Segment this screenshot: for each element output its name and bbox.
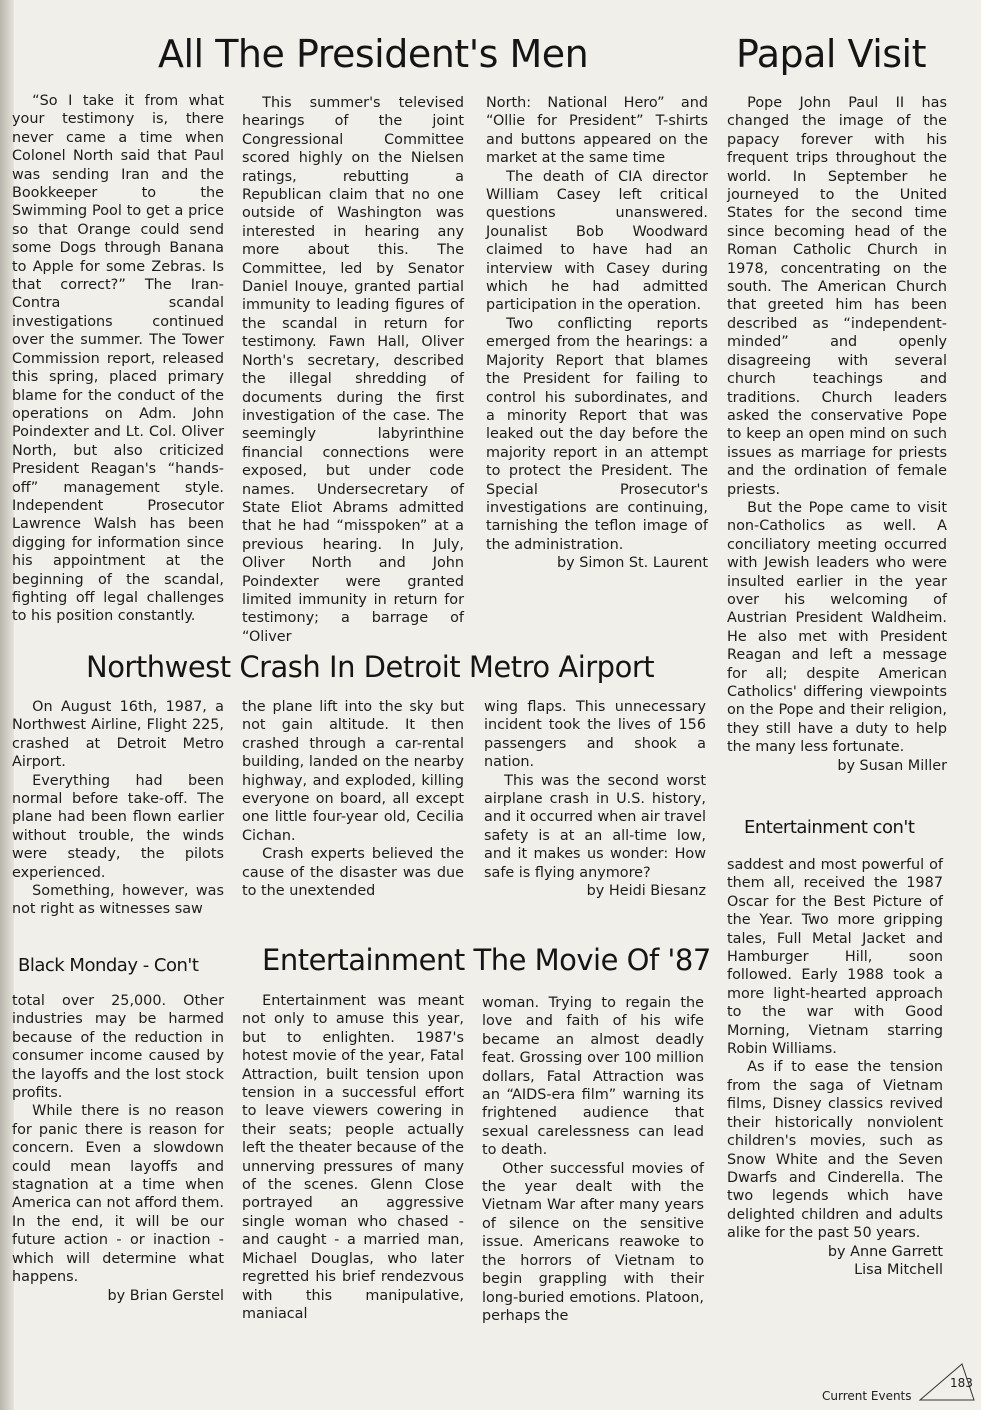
papal-paragraph: Pope John Paul II has changed the image of the papacy forever with his frequent trips throughout the world. In September he journeyed to the United States for the second time since becoming head of the Roman Catholic Church in 1978, concentrating on the south. The American Church that greeted him has been described as “independent-minded” and openly disagreeing with several church teachings and traditions. Church leaders asked the conservative Pope to keep an open mind on such issues as marriage for priests and the ordination of female priests. [727,95,947,498]
ent-cont-byline: Lisa Mitchell [854,1261,943,1278]
crash-col1-paragraph: Everything had been normal before take-off. The plane had been flown earlier without trouble, the winds were steady, the pilots experienced. [12,772,224,881]
movie-headline: Entertainment The Movie Of '87 [262,943,711,977]
crash-col1-paragraph: On August 16th, 1987, a Northwest Airline, Flight 225, crashed at Detroit Metro Airport. [12,699,224,771]
movie-col2-paragraph: woman. Trying to regain the love and faith of his wife became an almost deadly feat. Grossing over 100 million dollars, Fatal Attraction was an “AIDS-era film” warning its frightened audience that sexual carelessness can lead to death. [482,995,704,1159]
crash-col2-paragraph: Crash experts believed the cause of the disaster was due to the unextended [242,846,464,900]
black-monday-paragraph: total over 25,000. Other industries may be harmed because of the reduction in consumer income caused by the layoffs and the lost stock profits. [12,993,224,1102]
crash-column-3 [484,698,706,924]
ent-cont-paragraph: saddest and most powerful of them all, received the 1987 Oscar for the Best Picture of the Year. Two more gripping tales, Full Metal Jacket and Hamburger Hill, soon followed. Early 1988 took a more light-hearted approach to the war with Good Morning, Vietnam starring Robin Williams. [727,857,943,1058]
president-column-1 [12,92,224,632]
president-byline: by Simon St. Laurent [557,555,708,572]
president-column-3 [486,94,708,624]
movie-col1-paragraph: Entertainment was meant not only to amuse this year, but to enlighten. 1987's hotest movie of the year, Fatal Attraction, built tension upon tension in a successful effort to leave viewers cowering in their seats; people actually left the theater because of the unnerving pressures of many of the scenes. Glenn Close portrayed an aggressive single woman who chased - and caught - a married man, Michael Douglas, who later regretted his brief rendezvous with this manipulative, maniacal [242,993,464,1322]
movie-column-1 [242,992,464,1326]
crash-col3-paragraph: wing flaps. This unnecessary incident took the lives of 156 passengers and shook a nation. [484,699,706,771]
crash-column-1 [12,698,224,922]
ent-cont-byline: by Anne Garrett [827,1243,943,1260]
papal-paragraph: But the Pope came to visit non-Catholics as well. A conciliatory meeting occurred with Jewish leaders who were insulted earlier in the year over his welcoming of Austrian President Waldheim. He also met with President Reagan and left a message for all; despite American Catholics' differing viewpoints on the Pope and their religion, they still have a duty to help the many less fortunate. [727,499,947,756]
papal-headline: Papal Visit [736,32,927,76]
movie-col2-paragraph: Other successful movies of the year dealt with the Vietnam War after many years of silence on the sensitive issue. Americans reawoke to the horrors of Vietnam to begin grappling with their long-buried emotions. Platoon, perhaps the [482,1160,704,1324]
ent-cont-column [727,856,943,1286]
papal-column [727,94,947,798]
president-col3-paragraph: North: National Hero” and “Ollie for President” T-shirts and buttons appeared on the market at the same time [486,95,708,167]
ent-cont-paragraph: As if to ease the tension from the saga of Vietnam films, Disney classics revived their historically nonviolent children's movies, such as Snow White and the Seven Dwarfs and Cinderella. The two legends which have delighted children and adults alike for the past 50 years. [727,1059,943,1242]
black-monday-byline: by Brian Gerstel [107,1287,224,1304]
crash-headline: Northwest Crash In Detroit Metro Airport [86,650,655,684]
papal-byline: by Susan Miller [837,757,947,774]
crash-col1-paragraph: Something, however, was not right as witnesses saw [12,883,224,918]
movie-column-2 [482,994,704,1326]
crash-col3-paragraph: This was the second worst airplane crash in U.S. history, and it occurred when air travel safety is at an all-time low, and it makes us wonder: How safe is flying anymore? [484,772,706,881]
president-col2-paragraph: This summer's televised hearings of the joint Congressional Committee scored highly on the Nielsen ratings, rebutting a Republican claim that no one outside of Washington was interested in hearing any more about this. The Committee, led by Senator Daniel Inouye, granted partial immunity to leading figures of the scandal in return for testimony. Fawn Hall, Oliver North's secretary, described the illegal shredding of documents during the first investigation of the case. The seemingly labyrinthine financial connections were exposed, but under code names. Undersecretary of State Eliot Abrams admitted that he had “misspoken” at a previous hearing. In July, Oliver North and John Poindexter were granted limited immunity in return for testimony; a barrage of “Oliver [242,95,464,645]
president-column-2 [242,94,464,645]
ent-cont-headline: Entertainment con't [744,817,915,838]
black-monday-paragraph: While there is no reason for panic there is reason for concern. Even a slowdown could mean layoffs and stagnation at a time when America can not afford them. In the end, it will be our future action - or inaction - which will determine what happens. [12,1103,224,1286]
black-monday-column [12,992,224,1314]
crash-column-2 [242,698,464,922]
president-headline: All The President's Men [158,32,589,76]
black-monday-headline: Black Monday - Con't [18,955,199,976]
president-col1-paragraph: “So I take it from what your testimony is, there never came a time when Colonel North said that Paul was sending Iran and the Bookkeeper to the Swimming Pool to get a price so that Orange could send some Dogs through Banana to Apple for some Zebras. Is that correct?” The Iran-Contra scandal investigations continued over the summer. The Tower Commission report, released this spring, placed primary blame for the conduct of the operations on Adm. John Poindexter and Lt. Col. Oliver North, but also criticized President Reagan's “hands-off” management style. Independent Prosecutor Lawrence Walsh has been digging for information since his appointment at the beginning of the scandal, fighting off legal challenges to his position constantly. [12,93,224,625]
crash-byline: by Heidi Biesanz [586,883,706,900]
footer-section-label: Current Events [822,1389,912,1403]
president-col3-paragraph: The death of CIA director William Casey left critical questions unanswered. Jounalist Bob Woodward claimed to have had an interview with Casey during which he had admitted participation in the operation. [486,168,708,314]
president-col3-paragraph: Two conflicting reports emerged from the hearings: a Majority Report that blames the President for failing to control his subordinates, and a minority Report that was leaked out the day before the majority report in an attempt to protect the President. The Special Prosecutor's investigations are continuing, tarnishing the teflon image of the administration. [486,315,708,553]
page-number: 183 [950,1376,973,1390]
crash-col2-paragraph: the plane lift into the sky but not gain altitude. It then crashed through a car-rental building, landed on the nearby highway, and exploded, killing everyone on board, all except one little four-year old, Cecilia Cichan. [242,699,464,844]
